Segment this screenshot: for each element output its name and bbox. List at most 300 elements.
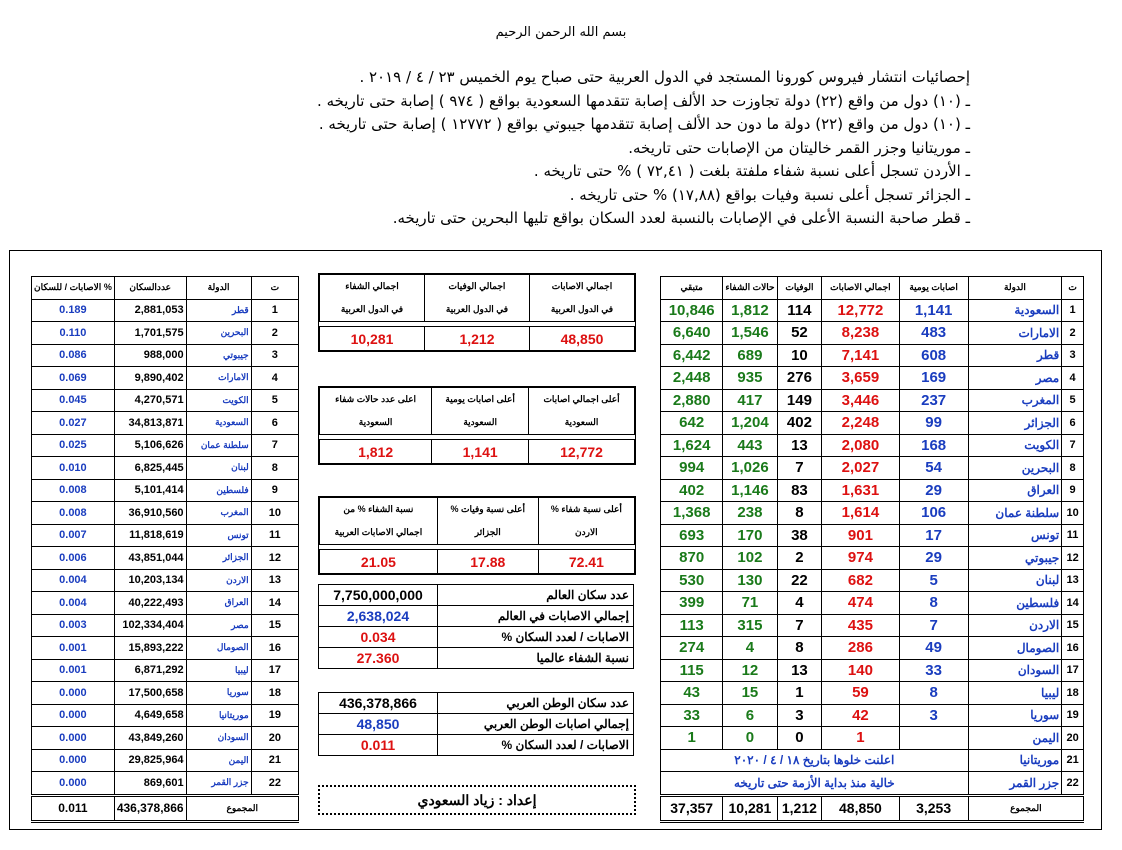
box-label: الجزائر [437,521,538,545]
country-name: الامارات [968,322,1062,345]
intro-line: ـ (١٠) دول من واقع (٢٢) دولة ما دون حد الألف إصابة تتقدمها جيبوتي بواقع ( ١٢٧٧٢ ) إصابة حتى تاريخه . [318,115,970,133]
country-name: مصر [968,367,1062,390]
main-total-cell: 48,850 [822,795,899,821]
ratio-value: 0.004 [32,569,115,592]
row-index: 21 [251,749,298,772]
box-label: في الدول العربية [530,298,635,322]
country-name: جزر القمر [968,772,1062,796]
stat-value: 59 [822,682,899,705]
table-row [32,344,299,367]
stat-value: 1 [822,727,899,750]
stat-value: 38 [777,524,822,547]
stat-value: 5 [899,569,968,592]
stat-value: 402 [777,412,822,435]
country-name: اليمن [186,749,251,772]
rate-records-box [318,496,636,575]
saudi-records-box [318,386,636,465]
stat-value: 15 [723,682,777,705]
stat-value: 435 [822,614,899,637]
table-row [661,682,1084,705]
row-index: 8 [1062,457,1084,480]
row-index: 18 [251,682,298,705]
stat-label: نسبة الشفاء عالميا [438,648,634,669]
stat-value: 114 [777,299,822,322]
row-index: 1 [251,299,298,322]
stat-value: 0 [723,727,777,750]
table-row [32,322,299,345]
ratio-value: 0.006 [32,547,115,570]
main-header-cell: ت [1062,277,1084,300]
row-index: 8 [251,457,298,480]
stat-value: 7 [777,457,822,480]
country-name: موريتانيا [186,704,251,727]
box-label: اجمالي الشفاء [320,275,425,299]
row-index: 20 [1062,727,1084,750]
stat-value: 3,659 [822,367,899,390]
ratio-value: 0.045 [32,389,115,412]
country-name: السودان [968,659,1062,682]
stat-value: 474 [822,592,899,615]
table-row [661,727,1084,750]
stat-value: 2,080 [822,434,899,457]
ratio-value: 0.000 [32,704,115,727]
row-index: 9 [251,479,298,502]
stat-value [899,727,968,750]
stat-value: 10 [777,344,822,367]
box-label: أعلى اجمالي اصابات [529,388,635,412]
stat-value: 8,238 [822,322,899,345]
country-name: الصومال [186,637,251,660]
population-value: 869,601 [114,772,186,796]
ratio-value: 0.001 [32,637,115,660]
table-row [661,367,1084,390]
main-total-cell: 3,253 [899,795,968,821]
stat-value: 3 [899,704,968,727]
row-index: 13 [251,569,298,592]
stat-value: 115 [661,659,723,682]
country-name: ليبيا [968,682,1062,705]
ratio-value: 0.010 [32,457,115,480]
population-value: 15,893,222 [114,637,186,660]
population-value: 1,701,575 [114,322,186,345]
row-index: 11 [1062,524,1084,547]
ratio-value: 0.001 [32,659,115,682]
stat-value: 22 [777,569,822,592]
table-row [661,344,1084,367]
stat-value: 436,378,866 [319,693,438,714]
stat-value: 1,624 [661,434,723,457]
box-value-row [320,440,635,464]
intro-line: ـ الجزائر تسجل أعلى نسبة وفيات بواقع (١٧,٨٨) % حتى تاريخه . [569,185,970,204]
stat-value: 8 [777,637,822,660]
table-row [32,299,299,322]
stat-value: 276 [777,367,822,390]
country-name: المغرب [968,389,1062,412]
box-value: 1,141 [432,440,529,464]
box-value-row [320,550,635,574]
stat-value: 12 [723,659,777,682]
table-row [661,389,1084,412]
box-label: في الدول العربية [425,298,530,322]
stat-value: 443 [723,434,777,457]
ratio-value: 0.003 [32,614,115,637]
stat-value: 48,850 [319,714,438,735]
population-value: 11,818,619 [114,524,186,547]
table-row [661,772,1084,796]
box-label: اجمالي الاصابات [530,275,635,299]
country-name: السودان [186,727,251,750]
box-value: 1,812 [320,440,432,464]
box-label: اعلى عدد حالات شفاء [320,388,432,412]
main-total-row [661,795,1084,821]
stat-value: 52 [777,322,822,345]
status-note: خالية منذ بداية الأزمة حتى تاريخه [661,772,969,796]
population-value: 9,890,402 [114,367,186,390]
stat-value: 71 [723,592,777,615]
row-index: 12 [251,547,298,570]
stat-value: 43 [661,682,723,705]
stat-label: الاصابات / لعدد السكان % [438,627,634,648]
intro-line: ـ موريتانيا وجزر القمر خاليتان من الإصابات حتى تاريخه. [628,138,970,157]
row-index: 3 [251,344,298,367]
country-name: الاردن [186,569,251,592]
row-index: 6 [251,412,298,435]
main-header-cell: حالات الشفاء [723,277,777,300]
stat-value: 7 [777,614,822,637]
stat-value: 6,442 [661,344,723,367]
ratio-total-row [32,795,299,821]
stat-label: عدد سكان العالم [438,585,634,606]
country-name: سوريا [186,682,251,705]
intro-line: إحصائيات انتشار فيروس كورونا المستجد في الدول العربية حتى صباح يوم الخميس ٢٣ / ٤ / ٢٠١٩ . [359,68,970,86]
row-index: 17 [251,659,298,682]
stat-value: 113 [661,614,723,637]
box-label: في الدول العربية [320,298,425,322]
row-index: 11 [251,524,298,547]
box-label: اجمالي الوفيات [425,275,530,299]
stat-value: 13 [777,659,822,682]
box-value: 72.41 [538,550,634,574]
row-index: 19 [251,704,298,727]
stat-value: 402 [661,479,723,502]
country-name: المغرب [186,502,251,525]
stat-value: 6 [723,704,777,727]
stat-value: 483 [899,322,968,345]
country-name: سلطنة عمان [186,434,251,457]
country-name: قطر [186,299,251,322]
country-name: تونس [968,524,1062,547]
stat-value: 237 [899,389,968,412]
box-label-row [320,411,635,435]
table-row [32,772,299,796]
ratio-value: 0.069 [32,367,115,390]
country-name: فلسطين [968,592,1062,615]
table-row [661,299,1084,322]
table-row [661,457,1084,480]
table-row [661,659,1084,682]
stat-value: 1,812 [723,299,777,322]
stat-row [319,714,634,735]
table-row [32,412,299,435]
box-label: أعلى نسبة وفيات % [437,498,538,522]
row-index: 4 [1062,367,1084,390]
main-table [660,276,1084,823]
country-name: الامارات [186,367,251,390]
country-name: اليمن [968,727,1062,750]
population-value: 43,851,044 [114,547,186,570]
stat-value: 12,772 [822,299,899,322]
row-index: 16 [251,637,298,660]
stat-value: 0.011 [319,735,438,756]
box-label: السعودية [432,411,529,435]
row-index: 18 [1062,682,1084,705]
table-row [661,434,1084,457]
ratio-value: 0.110 [32,322,115,345]
table-row [661,592,1084,615]
table-row [32,727,299,750]
stat-row [319,627,634,648]
table-row [661,547,1084,570]
stat-value: 6,640 [661,322,723,345]
main-header-cell: الدولة [968,277,1062,300]
box-value: 1,212 [425,327,530,351]
table-row [661,637,1084,660]
row-index: 14 [251,592,298,615]
stat-value: 994 [661,457,723,480]
population-value: 5,101,414 [114,479,186,502]
basmala: بسم الله الرحمن الرحيم [495,25,627,40]
stat-value: 1,546 [723,322,777,345]
population-value: 102,334,404 [114,614,186,637]
stat-value: 149 [777,389,822,412]
stat-value: 1 [661,727,723,750]
stat-value: 399 [661,592,723,615]
row-index: 22 [251,772,298,796]
row-index: 12 [1062,547,1084,570]
table-row [32,524,299,547]
country-name: الكويت [186,389,251,412]
stat-value: 530 [661,569,723,592]
stat-value: 7,750,000,000 [319,585,438,606]
stat-value: 2,248 [822,412,899,435]
country-name: ليبيا [186,659,251,682]
stat-value: 169 [899,367,968,390]
box-label: أعلى نسبة شفاء % [538,498,634,522]
ratio-value: 0.025 [32,434,115,457]
ratio-header-row [32,277,299,300]
country-name: السعودية [186,412,251,435]
table-row [661,479,1084,502]
stat-row [319,693,634,714]
country-name: العراق [968,479,1062,502]
stat-value: 2 [777,547,822,570]
row-index: 20 [251,727,298,750]
stat-value: 2,027 [822,457,899,480]
stat-value: 33 [661,704,723,727]
stat-value: 3,446 [822,389,899,412]
stat-value: 274 [661,637,723,660]
box-value: 17.88 [437,550,538,574]
ratio-value: 0.004 [32,592,115,615]
stat-value: 27.360 [319,648,438,669]
ratio-value: 0.189 [32,299,115,322]
country-name: الصومال [968,637,1062,660]
country-name: لبنان [968,569,1062,592]
country-name: موريتانيا [968,749,1062,772]
stat-value: 870 [661,547,723,570]
stat-value: 13 [777,434,822,457]
stat-value: 1,631 [822,479,899,502]
stat-value: 4 [723,637,777,660]
box-value: 12,772 [529,440,635,464]
main-total-cell: 10,281 [723,795,777,821]
main-header-cell: الوفيات [777,277,822,300]
world-stats-table [318,584,634,669]
stat-value: 689 [723,344,777,367]
stat-value: 608 [899,344,968,367]
table-row [32,614,299,637]
stat-value: 315 [723,614,777,637]
stat-value: 17 [899,524,968,547]
table-row [32,457,299,480]
stat-value: 8 [777,502,822,525]
ratio-header-cell: ت [251,277,298,300]
country-name: السعودية [968,299,1062,322]
main-header-cell: اصابات يومية [899,277,968,300]
row-index: 6 [1062,412,1084,435]
stat-value: 2,880 [661,389,723,412]
row-index: 10 [1062,502,1084,525]
stat-value: 901 [822,524,899,547]
table-row [32,479,299,502]
table-row [32,749,299,772]
stat-value: 8 [899,682,968,705]
row-index: 7 [251,434,298,457]
population-value: 34,813,871 [114,412,186,435]
row-index: 10 [251,502,298,525]
intro-line: ـ (١٠) دول من واقع (٢٢) دولة تجاوزت حد الألف إصابة تتقدمها السعودية بواقع ( ٩٧٤ ) إصابة حتى تاريخه . [317,91,970,110]
box-label: الاردن [538,521,634,545]
stat-label: إجمالي الاصابات في العالم [438,606,634,627]
stat-value: 140 [822,659,899,682]
row-index: 2 [251,322,298,345]
stat-value: 3 [777,704,822,727]
table-row [32,547,299,570]
ratio-value: 0.007 [32,524,115,547]
stat-value: 83 [777,479,822,502]
box-label: أعلى اصابات يومية [432,388,529,412]
stat-label: عدد سكان الوطن العربي [438,693,634,714]
stat-value: 1,146 [723,479,777,502]
stat-value: 130 [723,569,777,592]
stat-value: 1,026 [723,457,777,480]
row-index: 3 [1062,344,1084,367]
population-value: 29,825,964 [114,749,186,772]
main-total-cell: المجموع [968,795,1083,821]
stat-value: 1,204 [723,412,777,435]
main-header-cell: اجمالي الاصابات [822,277,899,300]
stat-value: 7 [899,614,968,637]
table-row [661,614,1084,637]
stat-value: 2,638,024 [319,606,438,627]
prepared-by: إعداد : زياد السعودي [318,785,636,815]
country-name: الاردن [968,614,1062,637]
row-index: 5 [251,389,298,412]
stat-value: 693 [661,524,723,547]
box-label-row [320,521,635,545]
box-label-row [320,298,635,322]
stat-value: 4 [777,592,822,615]
stat-value: 29 [899,547,968,570]
main-header-cell: متبقي [661,277,723,300]
intro-line: ـ قطر صاحبة النسبة الأعلى في الإصابات بالنسبة لعدد السكان بواقع تليها البحرين حتى تاريخه. [392,209,970,227]
ratio-total-cell: المجموع [186,795,298,821]
table-row [661,524,1084,547]
ratio-value: 0.008 [32,502,115,525]
stat-value: 10,846 [661,299,723,322]
table-row [32,367,299,390]
box-label-row [320,388,635,412]
ratio-value: 0.000 [32,772,115,796]
box-label: نسبة الشفاء % من [320,498,438,522]
table-row [32,502,299,525]
table-row [661,502,1084,525]
country-name: جزر القمر [186,772,251,796]
table-row [32,704,299,727]
ratio-value: 0.000 [32,682,115,705]
stat-value: 1,614 [822,502,899,525]
stat-row [319,606,634,627]
table-row [661,704,1084,727]
ratio-header-cell: عددالسكان [114,277,186,300]
box-value: 10,281 [320,327,425,351]
country-name: سوريا [968,704,1062,727]
stat-value: 2,448 [661,367,723,390]
stat-label: إجمالي اصابات الوطن العربي [438,714,634,735]
population-value: 988,000 [114,344,186,367]
row-index: 16 [1062,637,1084,660]
ratio-value: 0.027 [32,412,115,435]
stat-value: 33 [899,659,968,682]
box-label: السعودية [320,411,432,435]
row-index: 5 [1062,389,1084,412]
country-name: جيبوتي [968,547,1062,570]
population-value: 2,881,053 [114,299,186,322]
population-value: 5,106,626 [114,434,186,457]
stat-value: 8 [899,592,968,615]
stat-row [319,735,634,756]
stat-value: 99 [899,412,968,435]
country-name: الكويت [968,434,1062,457]
stat-value: 238 [723,502,777,525]
country-name: فلسطين [186,479,251,502]
intro-text [230,66,970,231]
row-index: 2 [1062,322,1084,345]
population-value: 4,270,571 [114,389,186,412]
stat-value: 642 [661,412,723,435]
row-index: 13 [1062,569,1084,592]
stat-value: 102 [723,547,777,570]
row-index: 17 [1062,659,1084,682]
row-index: 19 [1062,704,1084,727]
table-row [32,592,299,615]
table-row [661,322,1084,345]
ratio-table [31,276,299,823]
table-row [32,569,299,592]
population-value: 40,222,493 [114,592,186,615]
table-row [661,412,1084,435]
population-value: 43,849,260 [114,727,186,750]
